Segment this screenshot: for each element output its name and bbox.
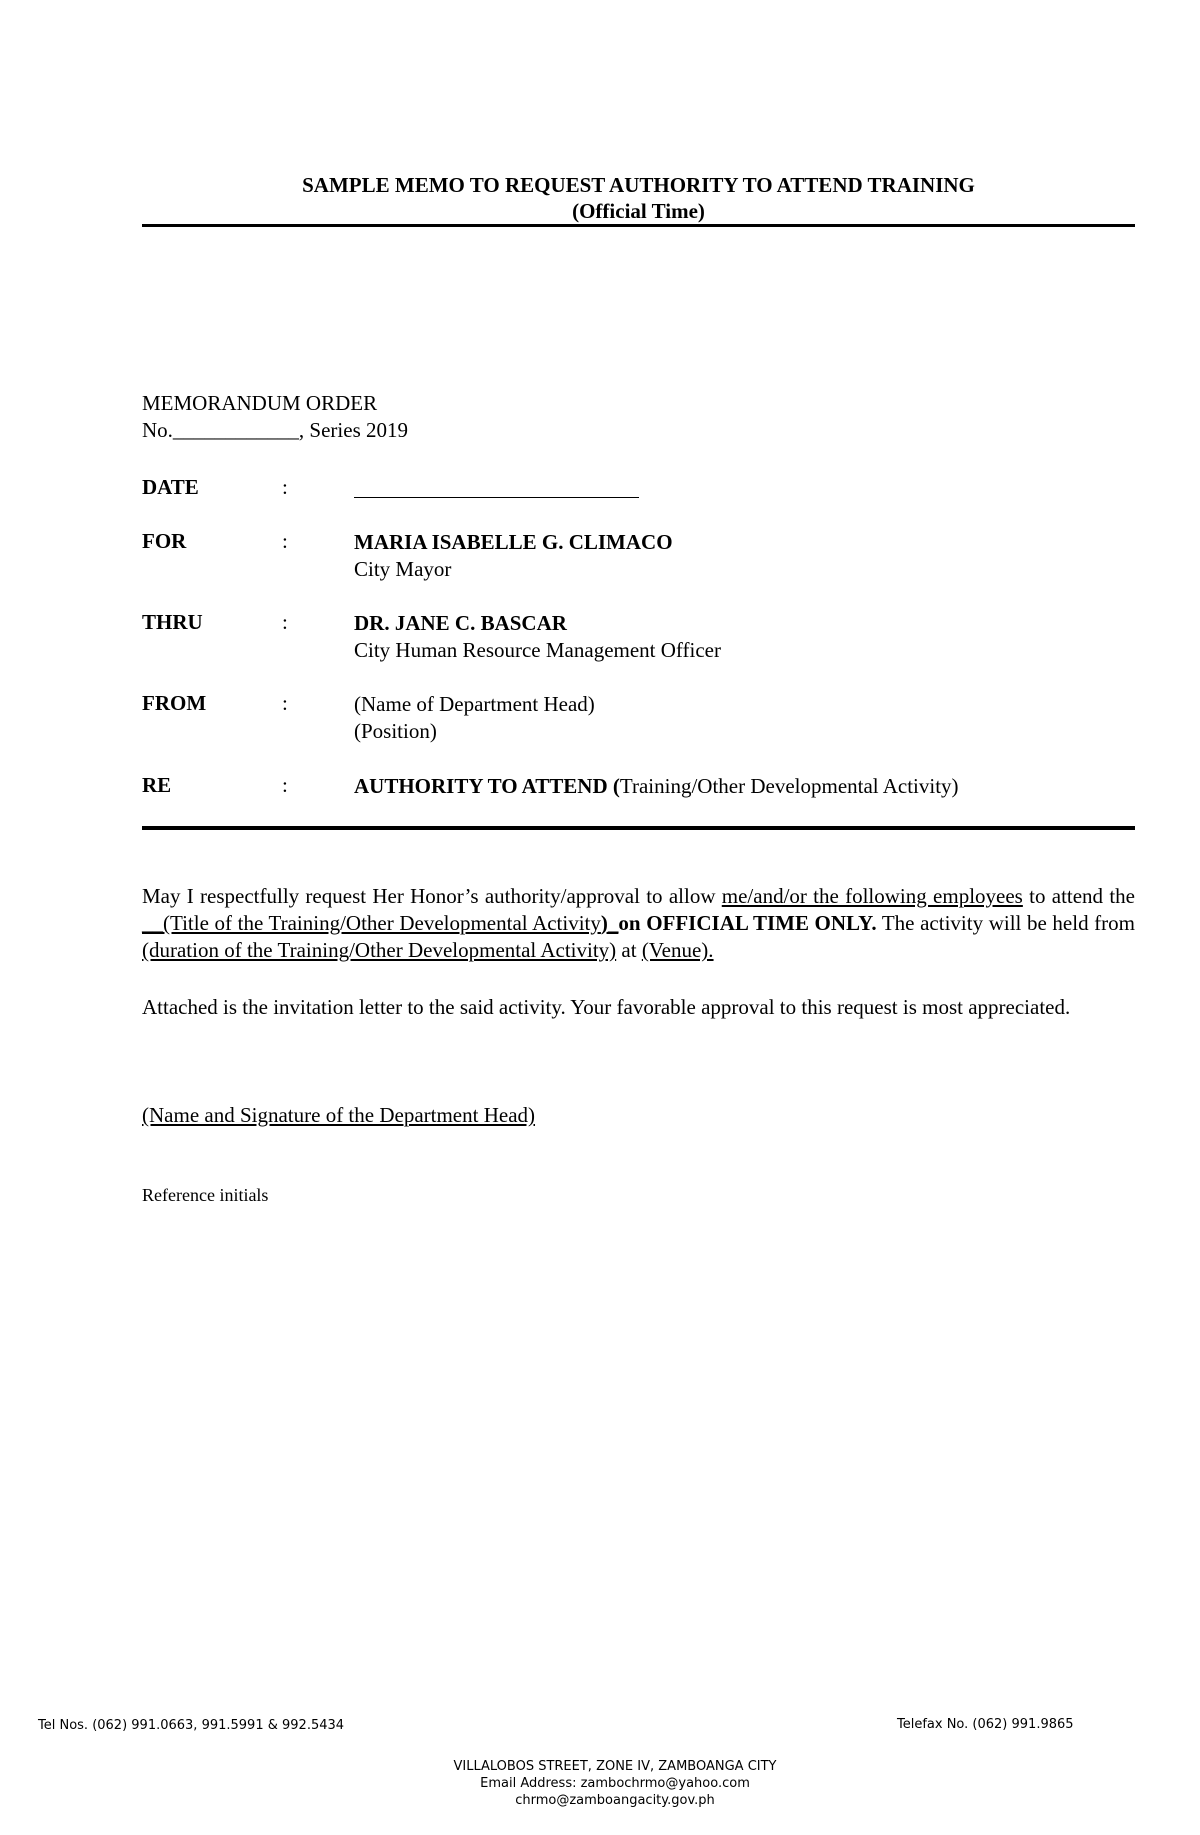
re-label: RE bbox=[142, 773, 172, 797]
for-label: FOR bbox=[142, 529, 187, 553]
date-blank-line[interactable] bbox=[354, 497, 639, 498]
footer-email-1: Email Address: zambochrmo@yahoo.com bbox=[480, 1776, 750, 1791]
memo-number-blank: ____________ bbox=[172, 418, 299, 442]
para1-employees: me/and/or the following employees bbox=[721, 884, 1023, 908]
request-paragraph bbox=[142, 883, 1135, 964]
thru-colon: : bbox=[282, 610, 288, 634]
re-value bbox=[354, 773, 959, 800]
re-subject-bold: AUTHORITY TO ATTEND ( bbox=[354, 774, 620, 798]
footer-email-2: chrmo@zamboangacity.gov.ph bbox=[515, 1793, 715, 1808]
para1-official-time: on OFFICIAL TIME ONLY. bbox=[618, 911, 877, 935]
para1-text-2: to attend the bbox=[1022, 884, 1135, 908]
signature-line: (Name and Signature of the Department Head) bbox=[142, 1103, 536, 1127]
memo-number bbox=[142, 417, 408, 444]
memo-number-prefix: No. bbox=[142, 418, 173, 442]
para1-text-1: May I respectfully request Her Honor’s authority/approval to allow bbox=[142, 884, 722, 908]
from-name: (Name of Department Head) bbox=[354, 692, 595, 716]
re-colon: : bbox=[282, 773, 288, 797]
for-name: MARIA ISABELLE G. CLIMACO bbox=[354, 530, 673, 554]
memo-order-label: MEMORANDUM ORDER bbox=[142, 391, 378, 415]
memo-order-block bbox=[142, 390, 408, 444]
attachment-paragraph: Attached is the invitation letter to the said activity. Your favorable approval to this request is most appreciated. bbox=[142, 995, 1071, 1019]
header-divider bbox=[142, 224, 1135, 227]
footer-telefax: Telefax No. (062) 991.9865 bbox=[897, 1717, 1074, 1732]
para1-closing-paren: )_ bbox=[600, 911, 619, 935]
reference-initials: Reference initials bbox=[142, 1185, 269, 1205]
para1-training-title: __(Title of the Training/Other Developmental Activity bbox=[142, 911, 601, 935]
from-value bbox=[354, 691, 595, 745]
for-title: City Mayor bbox=[354, 557, 452, 581]
para1-text-4: at bbox=[616, 938, 642, 962]
subtitle-line: (Official Time) bbox=[572, 199, 705, 223]
footer-address-block bbox=[300, 1758, 930, 1809]
from-label: FROM bbox=[142, 691, 207, 715]
footer-tel: Tel Nos. (062) 991.0663, 991.5991 & 992.5434 bbox=[38, 1718, 345, 1733]
date-colon: : bbox=[282, 475, 288, 499]
footer-address: VILLALOBOS STREET, ZONE IV, ZAMBOANGA CITY bbox=[453, 1759, 777, 1774]
for-colon: : bbox=[282, 529, 288, 553]
body-divider bbox=[142, 826, 1135, 830]
thru-name: DR. JANE C. BASCAR bbox=[354, 611, 567, 635]
for-value bbox=[354, 529, 673, 583]
from-colon: : bbox=[282, 691, 288, 715]
re-subject-text: Training/Other Developmental Activity) bbox=[619, 774, 959, 798]
para1-venue: (Venue). bbox=[641, 938, 714, 962]
thru-label: THRU bbox=[142, 610, 203, 634]
date-label: DATE bbox=[142, 475, 199, 499]
title-line: SAMPLE MEMO TO REQUEST AUTHORITY TO ATTEND TRAINING bbox=[302, 173, 975, 197]
document-title bbox=[142, 172, 1135, 224]
para1-text-3: The activity will be held from bbox=[876, 911, 1135, 935]
para1-duration: (duration of the Training/Other Developmental Activity) bbox=[142, 938, 617, 962]
memo-series: , Series 2019 bbox=[298, 418, 408, 442]
thru-title: City Human Resource Management Officer bbox=[354, 638, 721, 662]
thru-value bbox=[354, 610, 721, 664]
from-position: (Position) bbox=[354, 719, 437, 743]
